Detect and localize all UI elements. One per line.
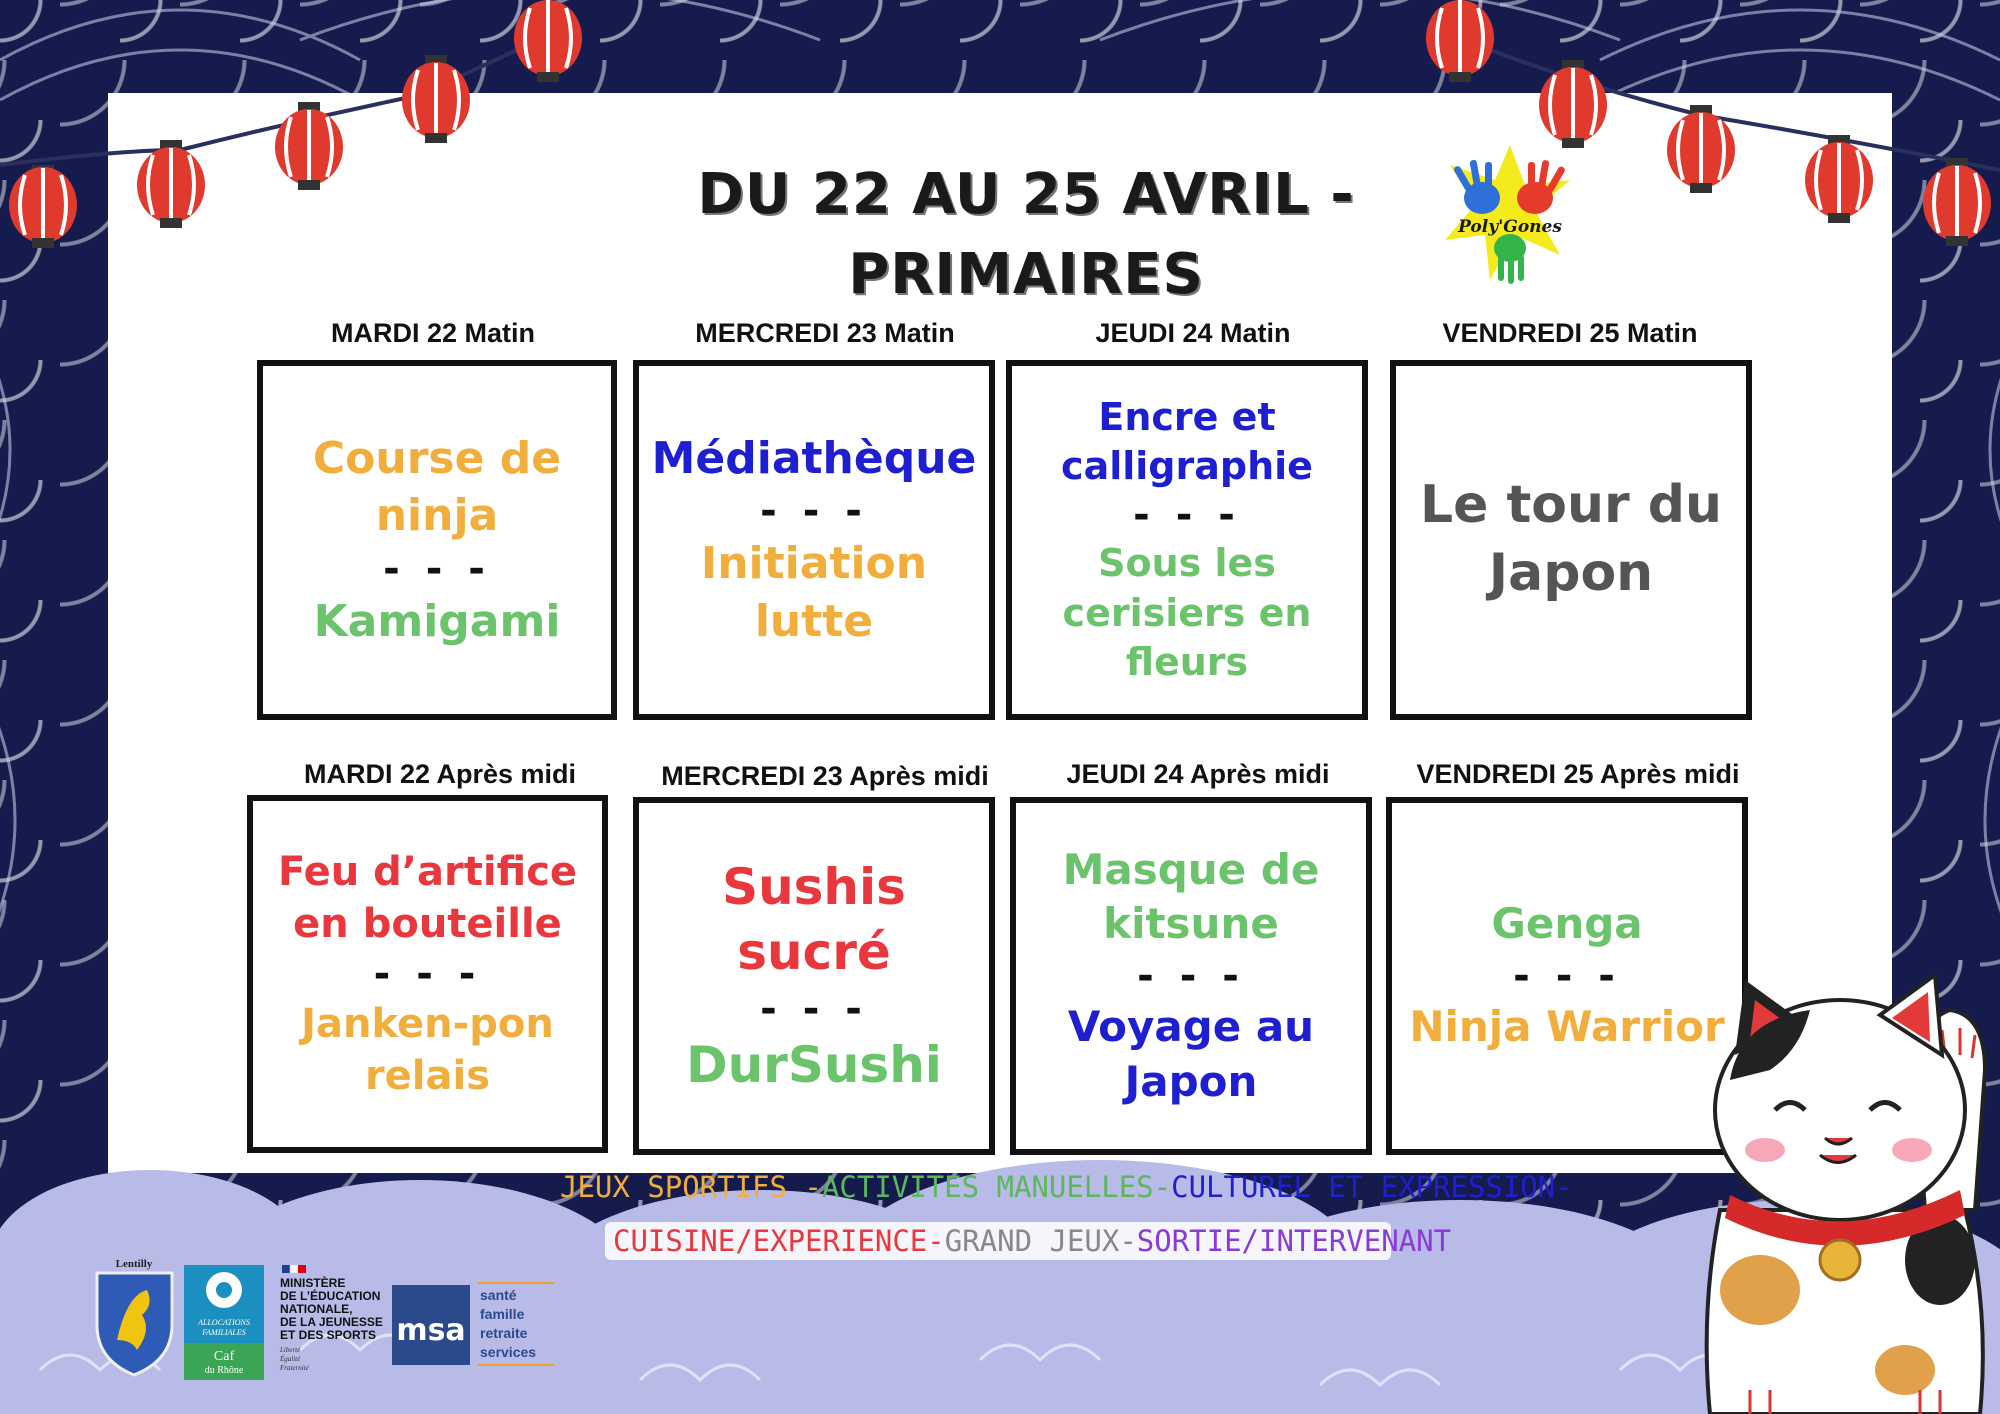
lantern-icon (137, 140, 205, 228)
legend-games: GRAND JEUX- (944, 1224, 1137, 1258)
hand-green-icon (1494, 234, 1526, 284)
activity-box-mercredi-apres-midi (633, 797, 995, 1155)
activity-text: Encre et calligraphie (1061, 394, 1313, 488)
activity-box-mardi-apres-midi (247, 795, 608, 1153)
legend-culture: CULTUREL ET EXPRESSION- (1171, 1170, 1573, 1204)
activity-text: Le tour du Japon (1419, 475, 1723, 603)
ministry-motto-3: Fraternité (280, 1364, 309, 1372)
activity-text: DurSushi (686, 1035, 942, 1094)
separator: - - - (1513, 953, 1621, 999)
caf-logo-icon (184, 1265, 264, 1380)
activity-text: Voyage au Japon (1067, 1002, 1315, 1106)
msa-line-2: famille (480, 1306, 525, 1322)
day-label-mercredi-matin: MERCREDI 23 Matin (695, 318, 955, 348)
ministry-line-3: NATIONALE, (280, 1302, 353, 1316)
lantern-icon (514, 0, 582, 82)
activity-box-jeudi-apres-midi (1010, 797, 1372, 1155)
ministry-line-1: MINISTÈRE (280, 1276, 346, 1290)
msa-line-3: retraite (480, 1325, 528, 1341)
msa-logo-icon (392, 1283, 554, 1365)
ministry-logo-icon (279, 1265, 383, 1372)
legend-outing: SORTIE/INTERVENANT (1136, 1224, 1452, 1258)
day-label-jeudi-matin: JEUDI 24 Matin (1095, 318, 1291, 348)
caf-line-1: ALLOCATIONS (198, 1318, 250, 1327)
separator: - - - (760, 985, 868, 1032)
ministry-line-5: ET DES SPORTS (280, 1328, 377, 1342)
day-label-vendredi-matin: VENDREDI 25 Matin (1442, 318, 1698, 348)
msa-logo-text: msa (396, 1313, 466, 1348)
legend-manual: ACTIVITES MANUELLES- (821, 1170, 1172, 1204)
activity-text: Feu d’artifice en bouteille (277, 849, 578, 947)
separator: - - - (373, 951, 482, 997)
ministry-line-4: DE LA JEUNESSE (280, 1315, 383, 1329)
page-title: DU 22 AU 25 AVRIL - PRIMAIRES (697, 162, 1355, 307)
lentilly-crest-icon (97, 1258, 172, 1375)
msa-line-1: santé (480, 1287, 517, 1303)
logo-text: Poly'Gones (1458, 217, 1562, 237)
activity-text: Sous les cerisiers en fleurs (1062, 541, 1312, 685)
activity-text: Course de ninja (312, 433, 562, 542)
activity-text: Janken-pon relais (301, 1001, 554, 1099)
activity-text: Médiathèque (651, 433, 977, 485)
day-label-mardi-matin: MARDI 22 Matin (330, 318, 536, 348)
activity-box-vendredi-matin (1390, 360, 1752, 720)
lantern-icon (9, 165, 77, 248)
polygones-logo (1440, 140, 1580, 290)
maneki-neko-cat-icon (1680, 960, 2000, 1414)
caf-line-2: FAMILIALES (202, 1328, 246, 1337)
day-label-mercredi-apres-midi: MERCREDI 23 Après midi (661, 761, 989, 791)
ministry-motto-1: Liberté (280, 1346, 301, 1354)
activity-text: Masque de kitsune (1062, 844, 1320, 949)
partner-logos (92, 1255, 562, 1385)
lantern-icon (1426, 0, 1494, 82)
activity-text: Kamigami (313, 595, 561, 647)
lentilly-label: Lentilly (115, 1258, 153, 1270)
ministry-motto-2: Égalité (280, 1355, 301, 1363)
day-label-vendredi-apres-midi: VENDREDI 25 Après midi (1416, 759, 1740, 789)
day-label-jeudi-apres-midi: JEUDI 24 Après midi (1066, 759, 1330, 789)
activity-text: Initiation lutte (700, 538, 928, 647)
separator: - - - (1133, 492, 1241, 539)
activity-box-mardi-matin (257, 360, 617, 720)
activity-box-mercredi-matin (633, 360, 995, 720)
ministry-line-2: DE L’ÉDUCATION (280, 1289, 381, 1303)
legend-line-2 (605, 1222, 1452, 1260)
activity-text: Ninja Warrior (1409, 1002, 1725, 1051)
separator: - - - (383, 545, 491, 592)
legend-cooking: CUISINE/EXPERIENCE- (613, 1224, 945, 1258)
lantern-icon (1805, 135, 1873, 223)
hand-blue-icon (1453, 160, 1500, 214)
activity-box-jeudi-matin (1006, 360, 1368, 720)
day-label-mardi-apres-midi: MARDI 22 Après midi (303, 759, 577, 789)
caf-line-4: du Rhône (204, 1365, 244, 1376)
legend-sport: JEUX SPORTIFS - (560, 1170, 822, 1204)
separator: - - - (1137, 953, 1245, 999)
msa-line-4: services (480, 1344, 537, 1360)
lantern-icon (402, 55, 470, 143)
caf-line-3: Caf (213, 1349, 235, 1364)
lantern-icon (1923, 158, 1991, 246)
separator: - - - (760, 488, 868, 535)
lantern-icon (1539, 60, 1607, 148)
legend-line-1 (560, 1170, 1573, 1204)
activity-text: Genga (1491, 899, 1643, 949)
activity-text: Sushis sucré (722, 857, 906, 981)
